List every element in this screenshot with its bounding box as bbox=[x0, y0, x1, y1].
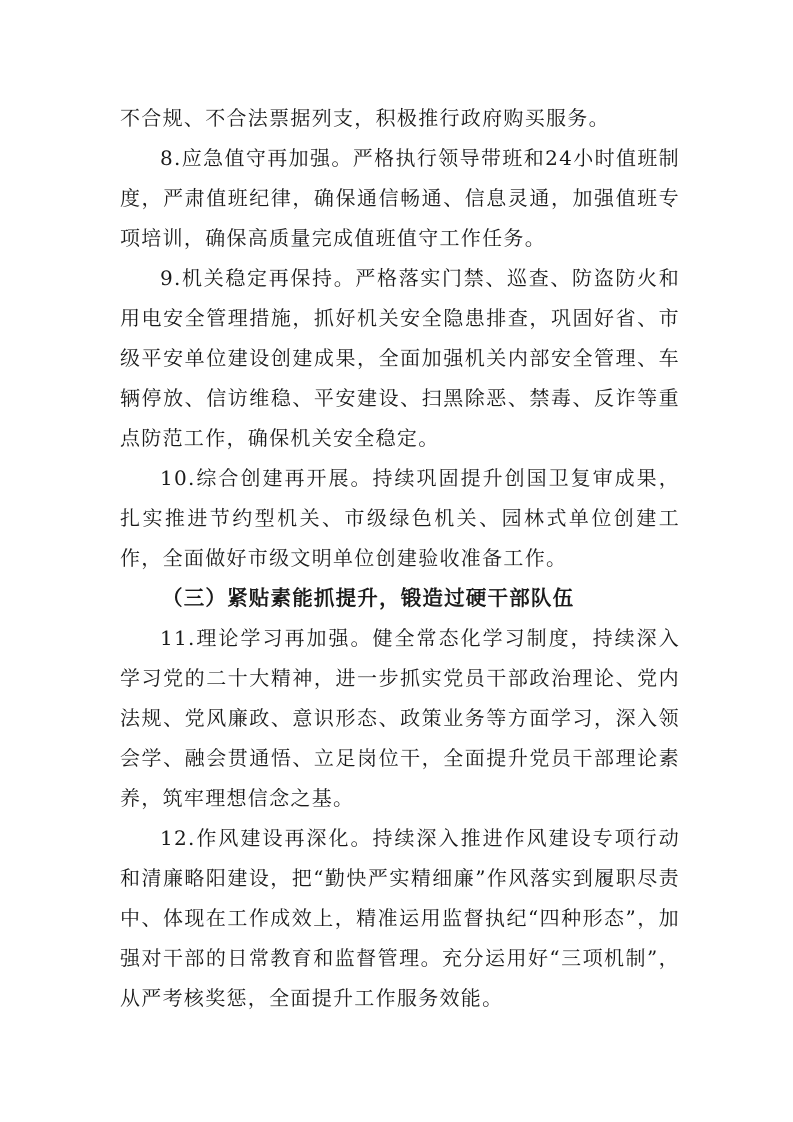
paragraph-item-12: 12.作风建设再深化。持续深入推进作风建设专项行动和清廉略阳建设，把“勤快严实精细廉”作风落实到履职尽责中、体现在工作成效上，精准运用监督执纪“四种形态”，加强对干部的日常教育和监督管理。充分运用好“三项机制”，从严考核奖惩，全面提升工作服务效能。 bbox=[120, 826, 680, 1010]
section-heading-3: （三）紧贴素能抓提升，锻造过硬干部队伍 bbox=[162, 586, 575, 610]
paragraph-item-9: 9.机关稳定再保持。严格落实门禁、巡查、防盗防火和用电安全管理措施，抓好机关安全隐患排查，巩固好省、市级平安单位建设创建成果，全面加强机关内部安全管理、车辆停放、信访维稳、平安建设、扫黑除恶、禁毒、反诈等重点防范工作，确保机关安全稳定。 bbox=[120, 266, 680, 450]
document-body bbox=[120, 98, 680, 1018]
paragraph-item-10: 10.综合创建再开展。持续巩固提升创国卫复审成果，扎实推进节约型机关、市级绿色机关、园林式单位创建工作，全面做好市级文明单位创建验收准备工作。 bbox=[120, 466, 680, 570]
paragraph-item-11: 11.理论学习再加强。健全常态化学习制度，持续深入学习党的二十大精神，进一步抓实党员干部政治理论、党内法规、党风廉政、意识形态、政策业务等方面学习，深入领会学、融会贯通悟、立足岗位干，全面提升党员干部理论素养，筑牢理想信念之基。 bbox=[120, 626, 680, 810]
paragraph-item-8: 8.应急值守再加强。严格执行领导带班和24小时值班制度，严肃值班纪律，确保通信畅通、信息灵通，加强值班专项培训，确保高质量完成值班值守工作任务。 bbox=[120, 146, 680, 250]
paragraph-continuation: 不合规、不合法票据列支，积极推行政府购买服务。 bbox=[120, 106, 610, 130]
